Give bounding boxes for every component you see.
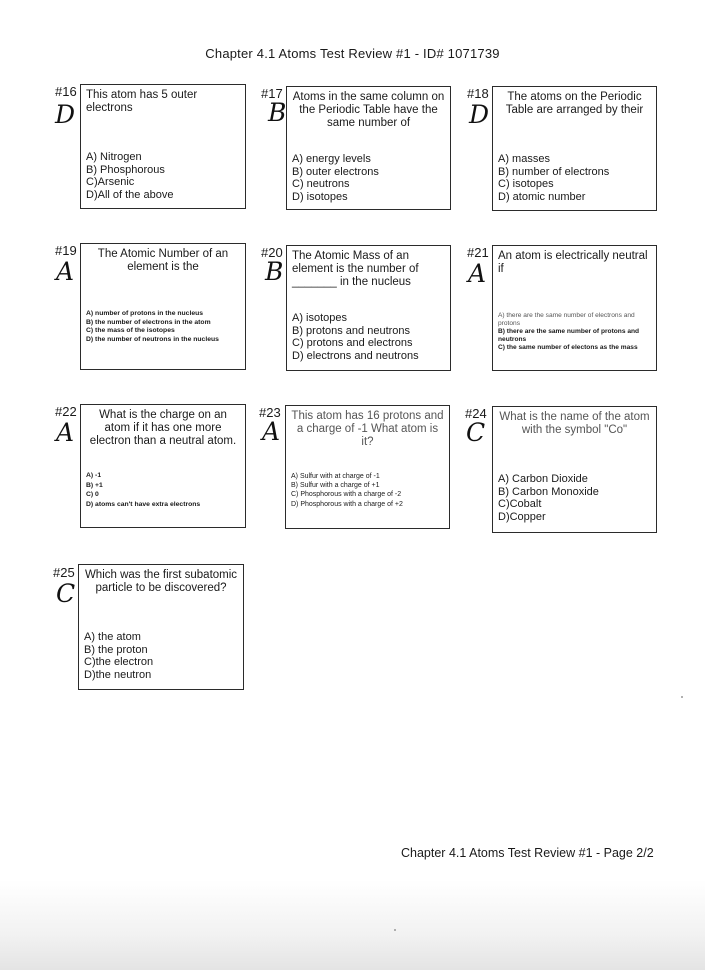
question-box-24 [492,406,657,533]
option-c: C) the same number of electons as the mass [498,344,638,351]
handwritten-answer: B [265,257,284,286]
option-d: D) atomic number [498,190,586,203]
option-c: C) Phosphorous with a charge of -2 [291,491,402,499]
question-number: #17 [261,86,283,101]
question-text: The atoms on the Periodic Table are arranged by their [505,91,644,116]
question-text: The Atomic Mass of an element is the number of _______ in the nucleus [292,250,419,288]
answer-options [84,631,239,681]
option-a: A) Nitrogen [86,151,142,163]
handwritten-answer: B [268,98,287,127]
option-d: D) isotopes [292,190,348,203]
question-number: #23 [259,405,281,420]
question-text: This atom has 5 outer electrons [86,89,198,114]
answer-options [498,473,652,523]
answer-options [86,151,241,201]
question-text: Atoms in the same column on the Periodic Table have the same number of [292,91,445,129]
option-a: A) Carbon Dioxide [498,473,588,485]
answer-options [292,312,446,362]
handwritten-answer: A [56,418,75,447]
question-number: #25 [53,565,75,580]
question-number: #19 [55,243,77,258]
option-c: C)Arsenic [86,176,135,189]
answer-options [498,153,652,203]
question-text: What is the name of the atom with the symbol "Co" [499,411,650,436]
option-c: C)Cobalt [498,498,542,511]
option-b: B) the number of electrons in the atom [86,318,211,326]
option-a: A) isotopes [292,312,348,324]
option-b: B) protons and neutrons [292,324,411,337]
option-b: B) the proton [84,643,148,656]
answer-options [498,312,652,352]
option-a: A) energy levels [292,153,371,165]
option-b: B) number of electrons [498,165,610,178]
handwritten-answer: A [56,257,75,286]
question-number: #21 [467,245,489,260]
option-b: B) Phosphorous [86,163,165,176]
question-number: #18 [467,86,489,101]
option-b: B) there are the same number of protons and neutrons [498,328,640,343]
question-box-19 [80,243,246,370]
option-d: D)the neutron [84,668,152,681]
question-text: The Atomic Number of an element is the [97,248,229,273]
option-c: C) protons and electrons [292,337,413,350]
option-c: C) neutrons [292,178,350,191]
question-number: #24 [465,406,487,421]
option-d: D) the number of neutrons in the nucleus [86,335,219,343]
option-c: C) isotopes [498,178,554,191]
question-number: #22 [55,404,77,419]
page-header: Chapter 4.1 Atoms Test Review #1 - ID# 1071739 [205,46,500,61]
question-text: What is the charge on an atom if it has one more electron than a neutral atom. [89,409,237,447]
answer-options [86,471,241,509]
option-b: B) Carbon Monoxide [498,485,599,498]
question-box-22 [80,404,246,528]
option-c: C) 0 [86,491,99,498]
answer-options [291,472,445,509]
scan-speck [681,696,683,698]
option-b: B) Sulfur with a charge of +1 [291,482,380,490]
question-box-21 [492,245,657,371]
page-footer: Chapter 4.1 Atoms Test Review #1 - Page 2/2 [401,846,654,860]
question-box-18 [492,86,657,211]
question-box-20 [286,245,451,371]
option-a: A) the atom [84,631,141,643]
option-c: C) the mass of the isotopes [86,327,175,334]
question-number: #20 [261,245,283,260]
question-text: This atom has 16 protons and a charge of -1 What atom is it? [291,410,444,448]
option-a: A) there are the same number of electrons and protons [498,312,635,327]
scan-speck [394,929,396,931]
question-number: #16 [55,84,77,99]
answer-options [292,153,446,203]
option-d: D)Copper [498,510,546,523]
option-d: D) atoms can't have extra electrons [86,500,201,508]
option-c: C)the electron [84,656,154,669]
option-d: D) Phosphorous with a charge of +2 [291,500,403,508]
option-b: B) outer electrons [292,165,379,178]
handwritten-answer: A [468,259,487,288]
option-d: D) electrons and neutrons [292,349,419,362]
option-a: A) masses [498,153,550,165]
handwritten-answer: D [55,100,76,129]
question-box-25 [78,564,244,690]
option-a: A) number of protons in the nucleus [86,310,204,317]
handwritten-answer: D [469,100,490,129]
handwritten-answer: A [262,417,281,446]
question-text: Which was the first subatomic particle to be discovered? [84,569,238,594]
option-a: A) -1 [86,472,102,479]
option-b: B) +1 [86,481,103,489]
option-d: D)All of the above [86,188,174,201]
handwritten-answer: C [466,418,486,447]
answer-options [86,310,241,344]
question-box-16 [80,84,246,209]
page-bottom-shadow [0,880,705,970]
question-box-23 [285,405,450,529]
question-box-17 [286,86,451,210]
handwritten-answer: C [56,579,76,608]
option-a: A) Sulfur with at charge of -1 [291,473,380,480]
question-text: An atom is electrically neutral if [498,250,648,275]
